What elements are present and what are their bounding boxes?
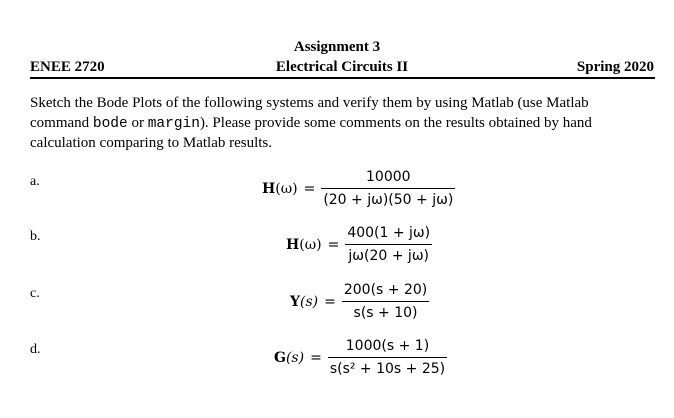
problem-c-numerator: 200(s + 20) [343, 282, 428, 298]
problem-b-equals: = [327, 236, 340, 253]
problem-b-lhs [286, 237, 322, 253]
problem-a-numerator: 10000 [366, 169, 411, 185]
problem-b-fraction [345, 224, 432, 265]
problem-c-label: c. [30, 286, 40, 301]
problem-d-denominator: s(s² + 10s + 25) [329, 361, 446, 377]
assignment-title: Assignment 3 [293, 39, 381, 55]
term: Spring 2020 [576, 59, 654, 75]
problem-a-equals: = [303, 180, 316, 197]
problem-b-numerator: 400(1 + jω) [347, 225, 431, 241]
problem-a-lhs [262, 181, 298, 197]
course-name: Electrical Circuits II [275, 59, 409, 75]
header-row [30, 58, 654, 76]
code-margin: margin [147, 115, 200, 132]
problem-c-lhs [290, 294, 318, 310]
problem-b-label: b. [30, 229, 41, 244]
problem-c-equals: = [324, 293, 336, 310]
problem-d-func: G [274, 349, 286, 366]
problem-c-fraction [342, 281, 429, 322]
problem-d-lhs [274, 350, 304, 366]
problem-a-denominator: (20 + jω)(50 + jω) [323, 192, 454, 208]
problem-d-label: d. [30, 342, 41, 357]
instructions-text-1: Sketch the Bode Plots of the following systems and verify them by using Matlab (use Matlab command [30, 95, 589, 131]
problem-b-equation [286, 224, 432, 265]
problem-c-func: Y [290, 293, 300, 310]
problem-a-func: H [262, 180, 276, 197]
code-bode: bode [92, 115, 128, 132]
instructions-text-3: ). Please provide some comments on the results obtained by hand calculation comparing to Matlab results. [30, 114, 592, 151]
problem-c-equation [290, 281, 429, 322]
header-divider [30, 77, 655, 79]
problem-b-func: H [286, 236, 300, 253]
problem-b-arg: (ω) [299, 236, 322, 253]
problem-d-equals: = [310, 349, 322, 366]
problem-a-equation [262, 168, 455, 209]
course-code: ENEE 2720 [30, 59, 105, 75]
problem-d-numerator: 1000(s + 1) [345, 338, 430, 354]
instructions-text-2: or [127, 114, 148, 131]
problem-d-fraction [328, 337, 447, 378]
problem-c-arg: (s) [300, 293, 319, 310]
problem-a-fraction [321, 168, 455, 209]
problem-a-arg: (ω) [275, 180, 298, 197]
problem-a-label: a. [30, 174, 40, 189]
problem-b-denominator: jω(20 + jω) [348, 248, 430, 264]
problem-d-equation [274, 337, 447, 378]
problem-c-denominator: s(s + 10) [353, 305, 418, 321]
instructions [30, 94, 650, 154]
problem-d-arg: (s) [285, 349, 305, 366]
